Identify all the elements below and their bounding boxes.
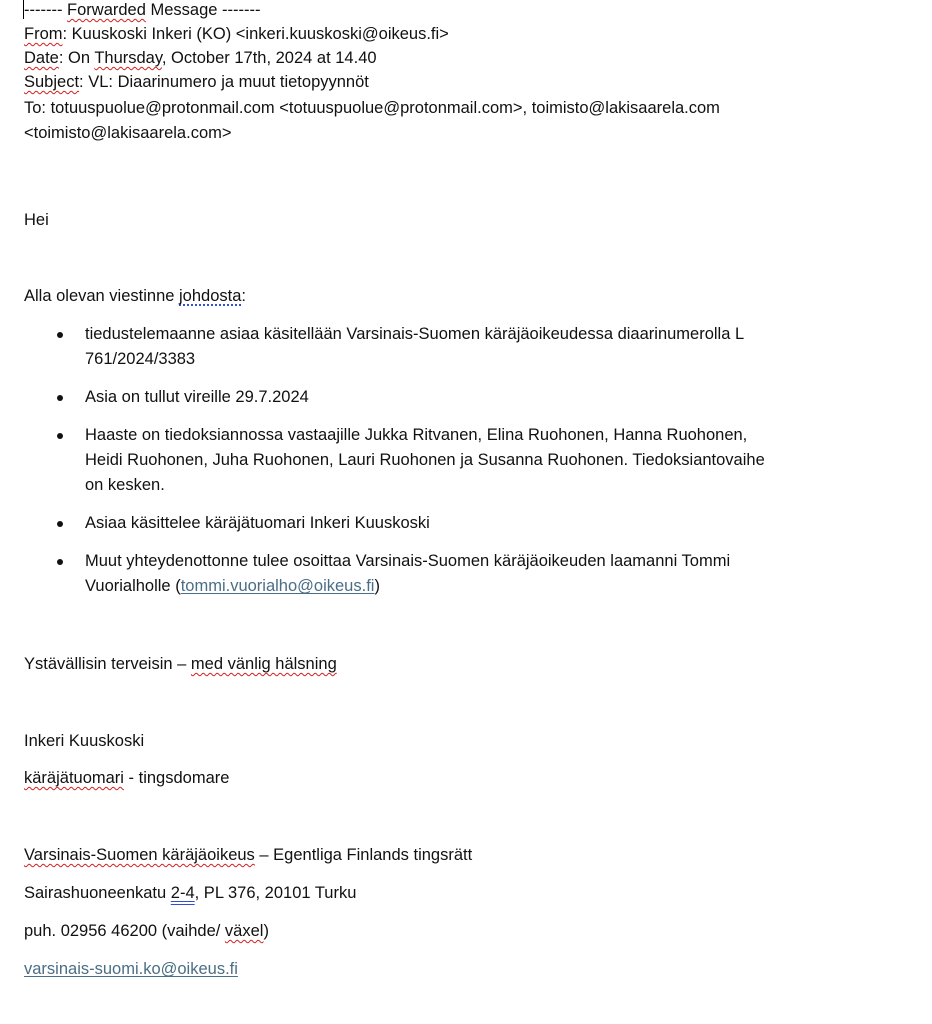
date-label: Date [24, 49, 59, 67]
address-number: 2-4 [170, 884, 195, 902]
signature-name: Inkeri Kuuskoski [24, 732, 145, 750]
text-cursor [23, 0, 24, 19]
tommi-email-link[interactable]: tommi.vuorialho@oikeus.fi [180, 577, 375, 595]
info-bullet-list [24, 322, 844, 599]
forward-header-line: ------- Forwarded Message ------- [24, 1, 261, 19]
to-line: To: totuuspuolue@protonmail.com <totuuspuolue@protonmail.com>, toimisto@lakisaarela.com [24, 99, 720, 117]
list-item: Haaste on tiedoksiannossa vastaajille Jukka Ritvanen, Elina Ruohonen, Hanna Ruohonen, Heidi Ruohonen, Juha Ruohonen, Lauri Ruohonen ja Susanna Ruohonen. Tiedoksiantovaihe on kesken. [24, 423, 844, 498]
intro-word: johdosta [179, 287, 242, 305]
greeting: Hei [24, 211, 49, 229]
bullet-dot [57, 395, 63, 401]
from-line [24, 24, 449, 44]
from-label: From [24, 25, 63, 43]
subject-line [24, 72, 369, 92]
signature-phone: puh. 02956 46200 (vaihde/ växel) [24, 922, 269, 940]
forwarded-word: Forwarded [67, 1, 146, 19]
signature-address: Sairashuoneenkatu 2-4, PL 376, 20101 Turku [24, 884, 357, 902]
list-item: Asiaa käsittelee käräjätuomari Inkeri Kuuskoski [24, 511, 844, 536]
court-email-link[interactable]: varsinais-suomi.ko@oikeus.fi [24, 960, 238, 978]
bullet-dot [57, 433, 63, 439]
subject-value: : VL: Diaarinumero ja muut tietopyynnöt [79, 73, 369, 91]
phone-swedish-word: växel [224, 922, 264, 940]
date-line: Date: On Thursday, October 17th, 2024 at 14.40 [24, 49, 377, 67]
subject-label: Subject [24, 73, 80, 91]
closing-swedish: med vänlig hälsning [190, 655, 337, 673]
list-item: Asia on tullut vireille 29.7.2024 [24, 385, 844, 410]
bullet-dot [57, 521, 63, 527]
signature-court: Varsinais-Suomen käräjäoikeus – Egentliga Finlands tingsrätt [24, 846, 473, 864]
from-value: : Kuuskoski Inkeri (KO) <inkeri.kuuskoski@oikeus.fi> [62, 25, 449, 43]
court-finnish: Varsinais-Suomen käräjäoikeus [24, 846, 255, 864]
date-day: Thursday [94, 49, 162, 67]
intro-line: Alla olevan viestinne johdosta: [24, 287, 246, 305]
list-item: Muut yhteydenottonne tulee osoittaa Varsinais-Suomen käräjäoikeuden laamanni Tommi Vuorialholle (tommi.vuorialho@oikeus.fi) [24, 549, 844, 599]
title-finnish: käräjätuomari [24, 769, 124, 787]
closing-line: Ystävällisin terveisin – med vänlig hälsning [24, 655, 337, 673]
to-line-continued: <toimisto@lakisaarela.com> [24, 124, 232, 142]
signature-email-line [24, 959, 238, 979]
bullet-dot [57, 559, 63, 565]
bullet-dot [57, 332, 63, 338]
signature-title: käräjätuomari - tingsdomare [24, 769, 230, 787]
list-item: tiedustelemaanne asiaa käsitellään Varsinais-Suomen käräjäoikeudessa diaarinumerolla L 761/2024/3383 [24, 322, 844, 372]
